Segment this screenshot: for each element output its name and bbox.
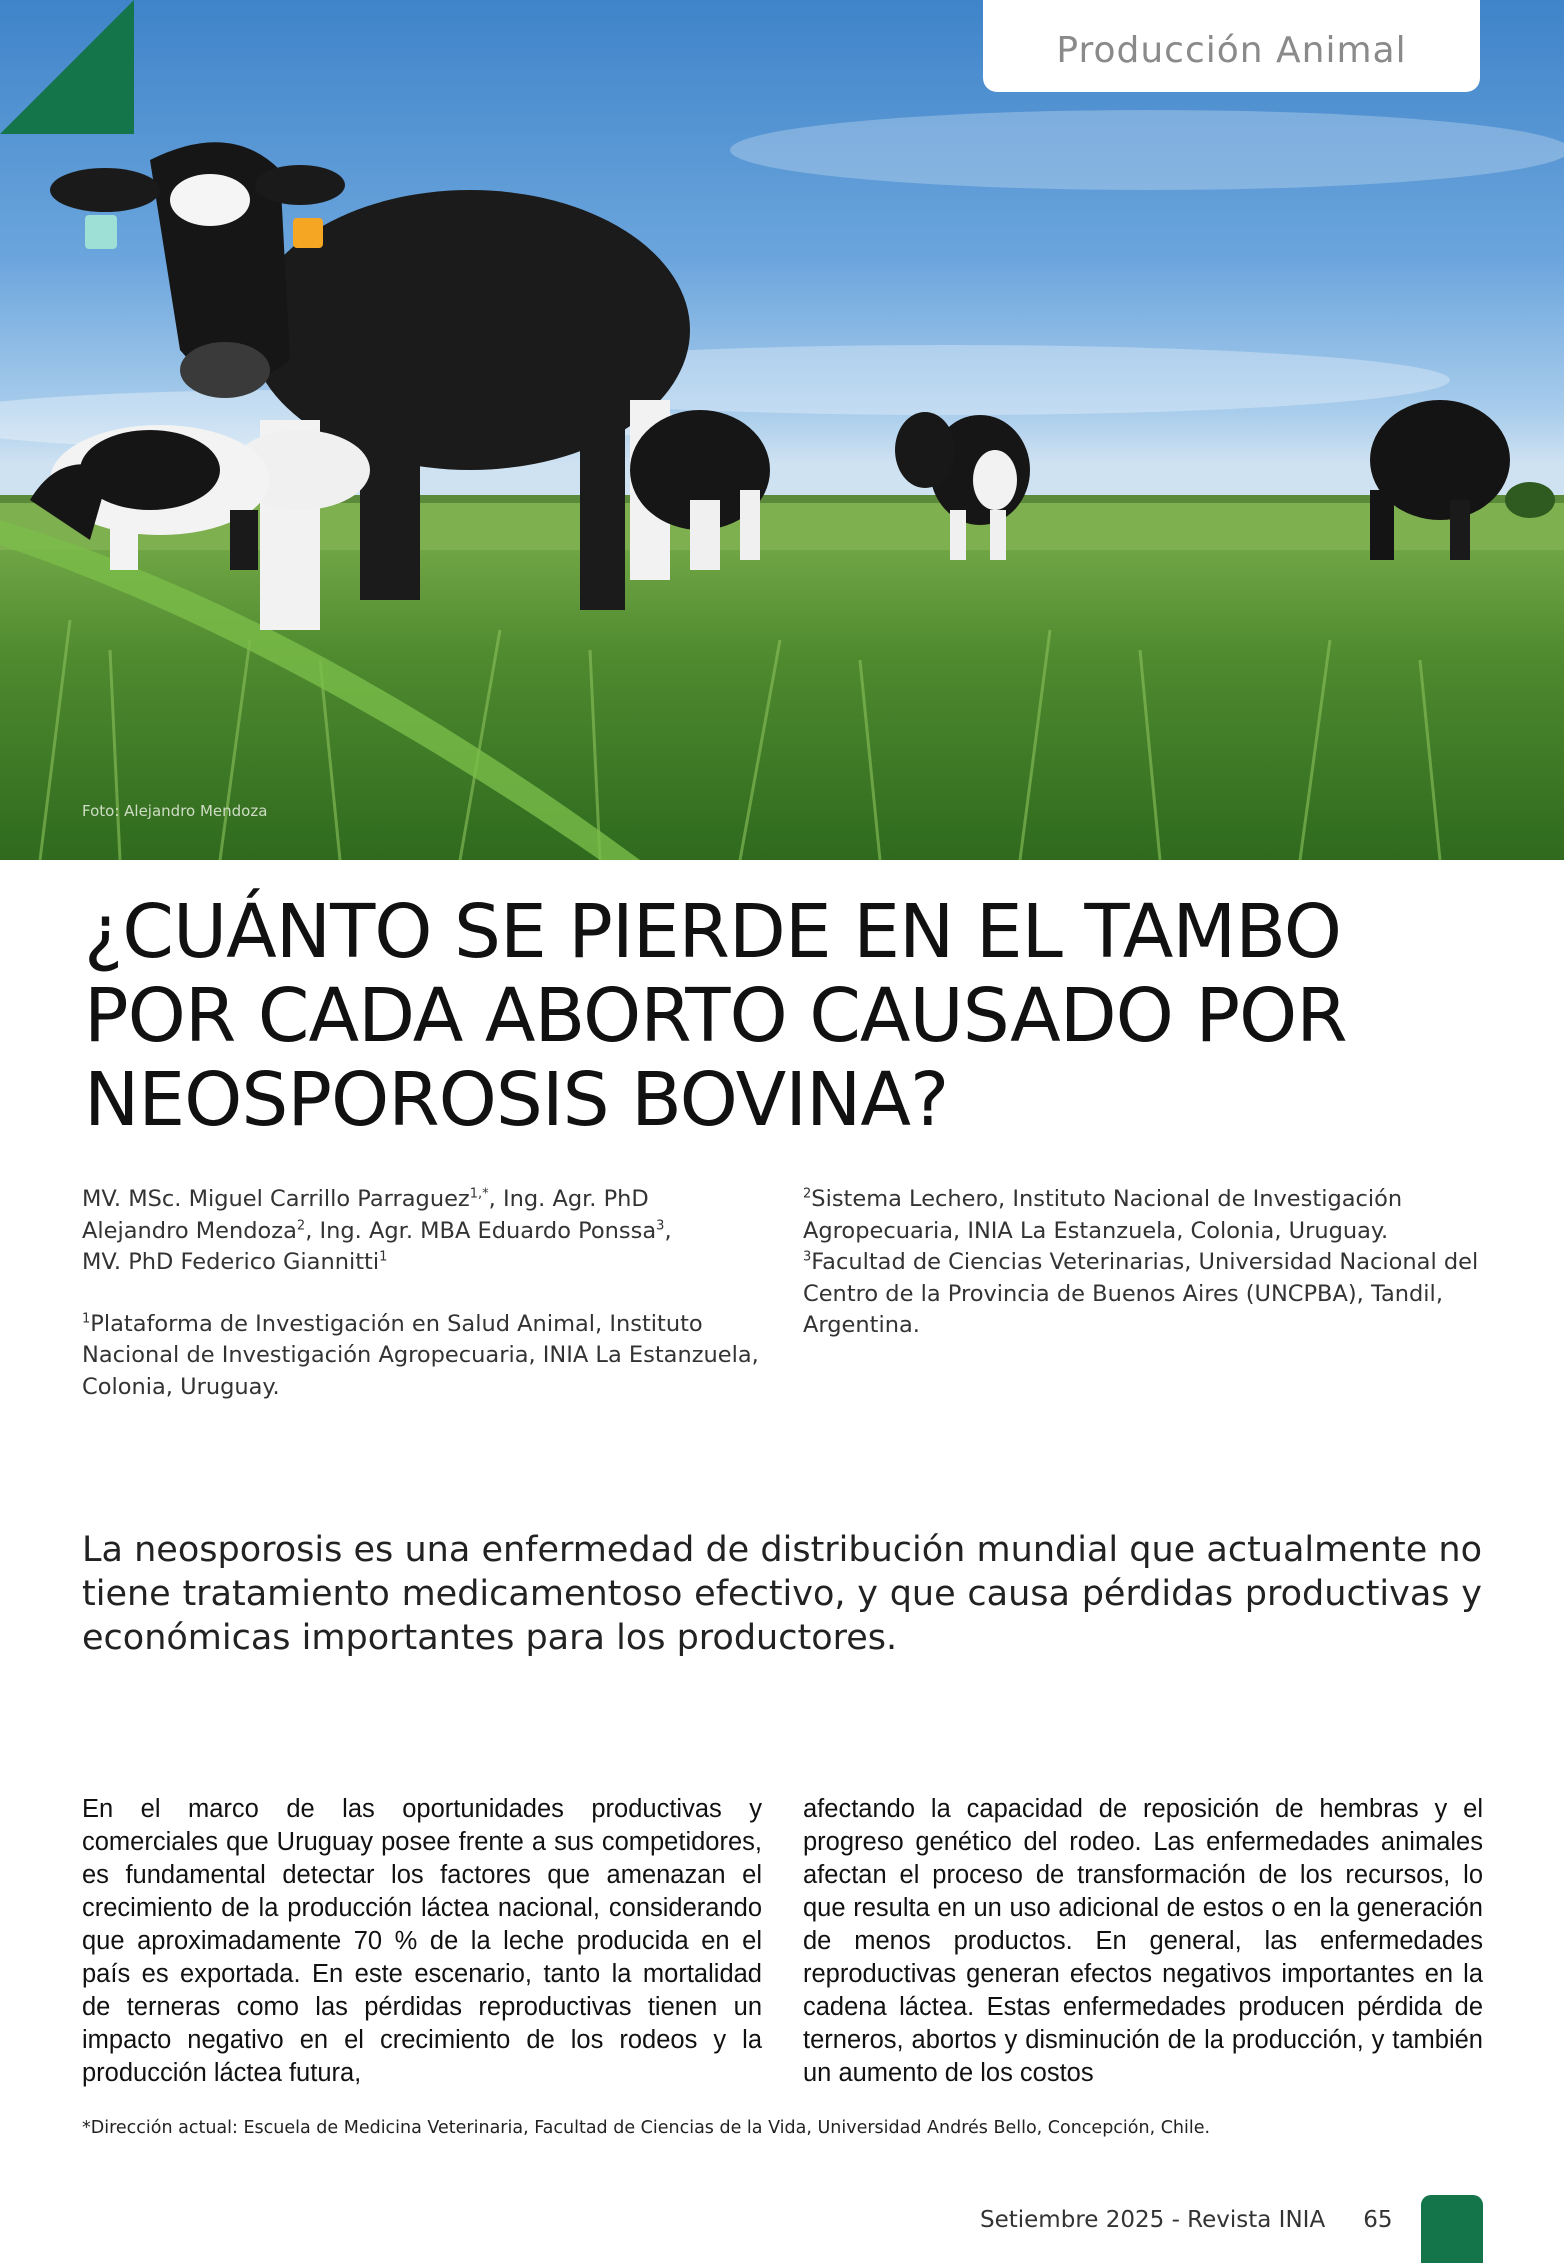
authors: MV. MSc. Miguel Carrillo Parraguez$^{1,*}$, Ing. Agr. PhD Alejandro Mendoza$^2$, Ing. Agr. MBA Eduardo Ponssa$^3$, MV. PhD Federico Giannitti$^1$: [82, 1186, 672, 1275]
title-line: POR CADA ABORTO CAUSADO POR: [84, 973, 1347, 1059]
footer-green-tab: [1421, 2195, 1483, 2263]
issue-label: Setiembre 2025 - Revista INIA: [980, 2207, 1326, 2233]
lead-paragraph: La neosporosis es una enfermedad de distribución mundial que actualmente no tiene tratamiento medicamentoso efectivo, y que causa pérdidas productivas y económicas importantes para los productores.: [82, 1530, 1482, 1658]
title-line: NEOSPOROSIS BOVINA?: [84, 1057, 949, 1143]
section-tab: [983, 0, 1480, 92]
section-label: Producción Animal: [1056, 29, 1407, 71]
affiliation-1: $^1$Plataforma de Investigación en Salud Animal, Instituto Nacional de Investigación Agropecuaria, INIA La Estanzuela, Colonia, Uruguay.: [82, 1310, 759, 1400]
hero-photo: [0, 0, 1564, 860]
page-number: 65: [1363, 2207, 1393, 2233]
affiliation-2: $^2$Sistema Lechero, Instituto Nacional de Investigación Agropecuaria, INIA La Estanzuela, Colonia, Uruguay.: [803, 1186, 1403, 1244]
body-column-left: En el marco de las oportunidades productivas y comerciales que Uruguay posee frente a sus competidores, es fundamental detectar los factores que amenazan el crecimiento de la producción láctea nacional, considerando que aproximadamente 70 % de la leche producida en el país es exportada. En este escenario, tanto la mortalidad de terneras como las pérdidas reproductivas tienen un impacto negativo en el crecimiento de los rodeos y la producción láctea futura,: [82, 1795, 762, 2087]
body-column-right: afectando la capacidad de reposición de hembras y el progreso genético del rodeo. Las enfermedades animales afectan el proceso de transformación de los recursos, lo que resulta en un uso adicional de estos o en la generación de menos productos. En general, las enfermedades reproductivas generan efectos negativos importantes en la cadena láctea. Estas enfermedades producen pérdida de terneros, abortos y disminución de la producción, y también un aumento de los costos: [803, 1795, 1483, 2087]
affiliations-block: [803, 1184, 1503, 1342]
page-footer: [980, 2207, 1392, 2233]
grazing-dairy-cows-photo: [0, 0, 1564, 860]
affiliation-3: $^3$Facultad de Ciencias Veterinarias, Universidad Nacional del Centro de la Provincia de Buenos Aires (UNCPBA), Tandil, Argentina.: [803, 1249, 1479, 1338]
green-corner-accent: [0, 0, 134, 134]
photo-credit: Foto: Alejandro Mendoza: [82, 802, 268, 820]
title-line: ¿CUÁNTO SE PIERDE EN EL TAMBO: [84, 889, 1341, 975]
article-title: [84, 890, 1504, 1142]
footnote: *Dirección actual: Escuela de Medicina Veterinaria, Facultad de Ciencias de la Vida, Universidad Andrés Bello, Concepción, Chile.: [82, 2118, 1211, 2138]
authors-block: [82, 1184, 782, 1403]
